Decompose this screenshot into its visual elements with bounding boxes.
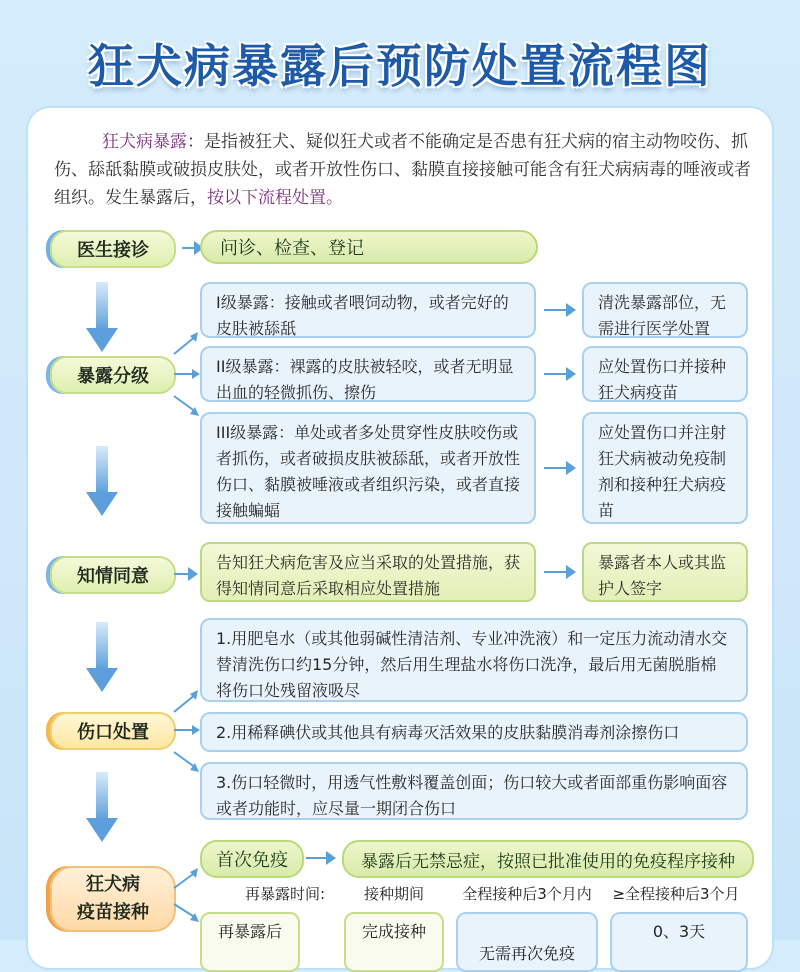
stage-vaccine-line2: 疫苗接种 xyxy=(77,902,149,923)
intro-text: ：是指被狂犬、疑似狂犬或者不能确定是否患有狂犬病的宿主动物咬伤、抓伤、舔舐黏膜或破损皮肤处，或者开放性伤口、黏膜直接接触可能含有狂犬病病毒的唾液或者组织。发生暴露后， xyxy=(54,132,751,208)
arrow-right-icon xyxy=(306,857,334,859)
table-cell-row1-col2: 无需再次免疫 xyxy=(456,912,598,972)
stage-doctor: 医生接诊 xyxy=(50,230,176,268)
re-exposure-row-label: 再暴露后 xyxy=(200,912,300,972)
intro-tail: 按以下流程处置。 xyxy=(207,188,343,208)
wound-step-3: 3.伤口轻微时，用透气性敷料覆盖创面；伤口较大或者面部重伤影响面容或者功能时，应尽量一期闭合伤口 xyxy=(200,762,748,820)
table-header-1: 接种期间 xyxy=(363,884,424,903)
intro-paragraph xyxy=(54,128,754,212)
intro-term: 狂犬病暴露 xyxy=(102,132,187,152)
grade-3-desc: III级暴露：单处或者多处贯穿性皮肤咬伤或者抓伤，或者破损皮肤被舔舐，或者开放性伤口、黏膜被唾液或者组织污染，或者直接接触蝙蝠 xyxy=(200,412,536,524)
stage-vaccine xyxy=(50,866,176,932)
wound-step-1: 1.用肥皂水（或其他弱碱性清洁剂、专业冲洗液）和一定压力流动清水交替清洗伤口约15分钟，然后用生理盐水将伤口洗净，最后用无菌脱脂棉将伤口处残留液吸尽 xyxy=(200,618,748,702)
arrow-right-icon xyxy=(544,571,574,573)
table-header-2: 全程接种后3个月内 xyxy=(462,884,592,903)
branch-arrows-icon xyxy=(172,326,202,420)
down-arrow-icon xyxy=(86,622,118,694)
page-title: 狂犬病暴露后预防处置流程图 xyxy=(88,39,712,93)
consent-desc: 告知狂犬病危害及应当采取的处置措施，获得知情同意后采取相应处置措施 xyxy=(200,542,536,602)
grade-2-desc: II级暴露：裸露的皮肤被轻咬，或者无明显出血的轻微抓伤、擦伤 xyxy=(200,346,536,402)
down-arrow-icon xyxy=(86,446,118,518)
stage-wound: 伤口处置 xyxy=(50,712,176,750)
re-exposure-label: 再暴露时间: xyxy=(244,884,326,903)
arrow-right-icon xyxy=(544,309,574,311)
grade-2-action: 应处置伤口并接种狂犬病疫苗 xyxy=(582,346,748,402)
wound-step-2: 2.用稀释碘伏或其他具有病毒灭活效果的皮肤黏膜消毒剂涂擦伤口 xyxy=(200,712,748,752)
grade-1-desc: I级暴露：接触或者喂饲动物，或者完好的皮肤被舔舐 xyxy=(200,282,536,338)
stage-classify: 暴露分级 xyxy=(50,356,176,394)
table-cell-row1-col1: 完成接种 xyxy=(344,912,444,972)
branch-arrows-icon xyxy=(172,862,202,940)
down-arrow-icon xyxy=(86,772,118,844)
branch-arrows-icon xyxy=(172,684,202,778)
vaccine-first-label: 首次免疫 xyxy=(200,840,304,878)
vaccine-first-desc: 暴露后无禁忌症，按照已批准使用的免疫程序接种 xyxy=(342,840,754,878)
table-cell-row1-col3: 0、3天 xyxy=(610,912,748,972)
stage-vaccine-line1: 狂犬病 xyxy=(86,874,140,895)
doctor-step: 问诊、检查、登记 xyxy=(200,230,538,264)
consent-sign: 暴露者本人或其监护人签字 xyxy=(582,542,748,602)
grade-3-action: 应处置伤口并注射狂犬病被动免疫制剂和接种狂犬病疫苗 xyxy=(582,412,748,524)
down-arrow-icon xyxy=(86,282,118,354)
arrow-right-icon xyxy=(544,467,574,469)
grade-1-action: 清洗暴露部位，无需进行医学处置 xyxy=(582,282,748,338)
arrow-right-icon xyxy=(174,573,196,575)
table-header-3: ≥全程接种后3个月 xyxy=(612,884,740,903)
stage-consent: 知情同意 xyxy=(50,556,176,594)
arrow-right-icon xyxy=(182,247,202,249)
arrow-right-icon xyxy=(544,373,574,375)
